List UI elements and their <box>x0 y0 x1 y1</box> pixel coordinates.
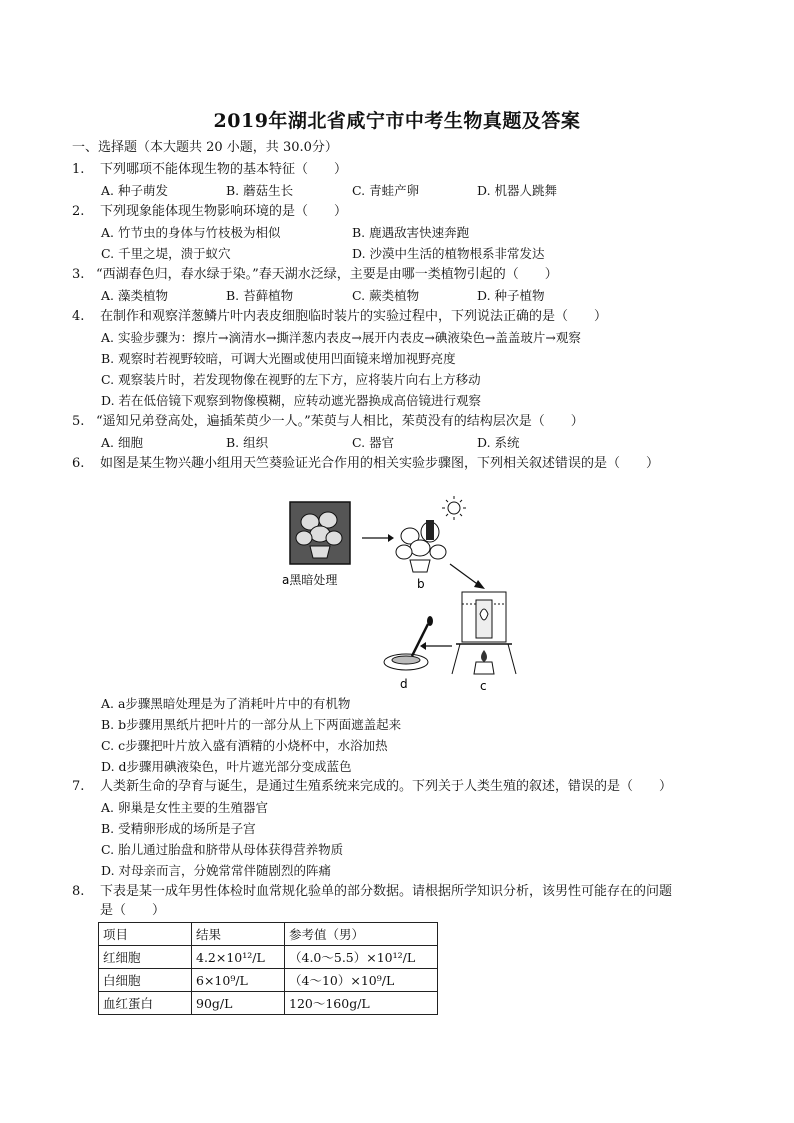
option-c: C. c步骤把叶片放入盛有酒精的小烧杯中，水浴加热 <box>101 738 388 753</box>
table-row <box>99 969 438 992</box>
option-c: C. 蕨类植物 <box>352 288 420 303</box>
question-text: 人类新生命的孕育与诞生，是通过生殖系统来完成的。下列关于人类生殖的叙述，错误的是（ ） <box>100 779 673 794</box>
table-cell: 120～160g/L <box>285 992 438 1015</box>
black-paper <box>426 520 434 540</box>
plant-b-icon <box>396 520 446 572</box>
option-c: C. 观察装片时，若发现物像在视野的左下方，应将装片向右上方移动 <box>101 372 481 387</box>
photosynthesis-experiment-figure <box>280 494 520 694</box>
question-text: 如图是某生物兴趣小组用天竺葵验证光合作用的相关实验步骤图，下列相关叙述错误的是（ ） <box>100 456 660 471</box>
option-d: D. 沙漠中生活的植物根系非常发达 <box>352 246 545 261</box>
option-a: A. a步骤黑暗处理是为了消耗叶片中的有机物 <box>101 696 351 711</box>
question-number: 2. <box>72 204 85 219</box>
question-number: 6. <box>72 456 85 471</box>
option-a: A. 卵巢是女性主要的生殖器官 <box>101 800 268 815</box>
sun-icon <box>442 496 466 520</box>
question-number: 4. <box>72 309 85 324</box>
question-number: 5. <box>72 414 85 429</box>
table-header-row <box>99 923 438 946</box>
arrowhead-c-d <box>420 642 426 650</box>
question-number: 1. <box>72 162 85 177</box>
option-d: D. 若在低倍镜下观察到物像模糊，应转动遮光器换成高倍镜进行观察 <box>101 393 482 408</box>
table-cell: 6×10⁹/L <box>192 969 285 992</box>
question-text: 下列现象能体现生物影响环境的是（ ） <box>100 204 348 219</box>
question-number: 3. <box>72 267 85 282</box>
option-c: C. 千里之堤，溃于蚁穴 <box>101 246 231 261</box>
question-text: 下列哪项不能体现生物的基本特征（ ） <box>100 162 348 177</box>
option-b: B. 观察时若视野较暗，可调大光圈或使用凹面镜来增加视野亮度 <box>101 351 456 366</box>
table-header: 结果 <box>192 923 285 946</box>
option-b: B. 受精卵形成的场所是子宫 <box>101 821 256 836</box>
label-d: d <box>400 677 408 691</box>
option-b: B. 组织 <box>226 435 269 450</box>
question-text: “遥知兄弟登高处，遍插茱萸少一人。”茱萸与人相比，茱萸没有的结构层次是（ ） <box>96 414 584 429</box>
label-c: c <box>480 679 487 693</box>
option-d: D. 对母亲而言，分娩常常伴随剧烈的阵痛 <box>101 863 332 878</box>
option-c: C. 青蛙产卵 <box>352 183 420 198</box>
option-a: A. 竹节虫的身体与竹枝极为相似 <box>101 225 281 240</box>
option-d: D. d步骤用碘液染色，叶片遮光部分变成蓝色 <box>101 759 352 774</box>
question-number: 7. <box>72 779 85 794</box>
table-header: 项目 <box>99 923 192 946</box>
option-a: A. 种子萌发 <box>101 183 168 198</box>
page-title: 2019年湖北省咸宁市中考生物真题及答案 <box>213 110 581 132</box>
table-cell: 血红蛋白 <box>99 992 192 1015</box>
option-d: D. 机器人跳舞 <box>477 183 558 198</box>
arrow-b-c <box>450 564 480 586</box>
label-a: a黑暗处理 <box>282 573 338 587</box>
option-c: C. 胎儿通过胎盘和脐带从母体获得营养物质 <box>101 842 344 857</box>
question-text: 在制作和观察洋葱鳞片叶内表皮细胞临时装片的实验过程中，下列说法正确的是（ ） <box>100 309 608 324</box>
table-header: 参考值（男） <box>285 923 438 946</box>
option-a: A. 藻类植物 <box>101 288 168 303</box>
section-heading: 一、选择题（本大题共 20 小题，共 30.0分） <box>72 140 338 155</box>
option-b: B. 苔藓植物 <box>226 288 294 303</box>
table-cell: 白细胞 <box>99 969 192 992</box>
blood-test-table <box>98 922 438 1015</box>
water-bath-icon <box>452 592 516 674</box>
question-number: 8. <box>72 884 85 899</box>
option-b: B. 蘑菇生长 <box>226 183 294 198</box>
option-a: A. 实验步骤为：擦片→滴清水→撕洋葱内表皮→展开内表皮→碘液染色→盖盖玻片→观察 <box>101 330 581 345</box>
option-b: B. 鹿遇敌害快速奔跑 <box>352 225 470 240</box>
option-c: C. 器官 <box>352 435 395 450</box>
option-d: D. 系统 <box>477 435 520 450</box>
question-text-continued: 是（ ） <box>100 903 166 918</box>
table-cell: （4～10）×10⁹/L <box>285 969 438 992</box>
table-row <box>99 992 438 1015</box>
option-a: A. 细胞 <box>101 435 143 450</box>
option-b: B. b步骤用黑纸片把叶片的一部分从上下两面遮盖起来 <box>101 717 402 732</box>
arrowhead-a-b <box>388 534 394 542</box>
table-row <box>99 946 438 969</box>
option-d: D. 种子植物 <box>477 288 545 303</box>
arrowhead-b-c <box>474 580 485 589</box>
label-b: b <box>417 577 425 591</box>
question-text: 下表是某一成年男性体检时血常规化验单的部分数据。请根据所学知识分析，该男性可能存在的问题 <box>100 884 673 899</box>
question-text: “西湖春色归，春水绿于染。”春天湖水泛绿，主要是由哪一类植物引起的（ ） <box>96 267 558 282</box>
table-cell: 90g/L <box>192 992 285 1015</box>
table-cell: （4.0～5.5）×10¹²/L <box>285 946 438 969</box>
table-cell: 红细胞 <box>99 946 192 969</box>
table-cell: 4.2×10¹²/L <box>192 946 285 969</box>
